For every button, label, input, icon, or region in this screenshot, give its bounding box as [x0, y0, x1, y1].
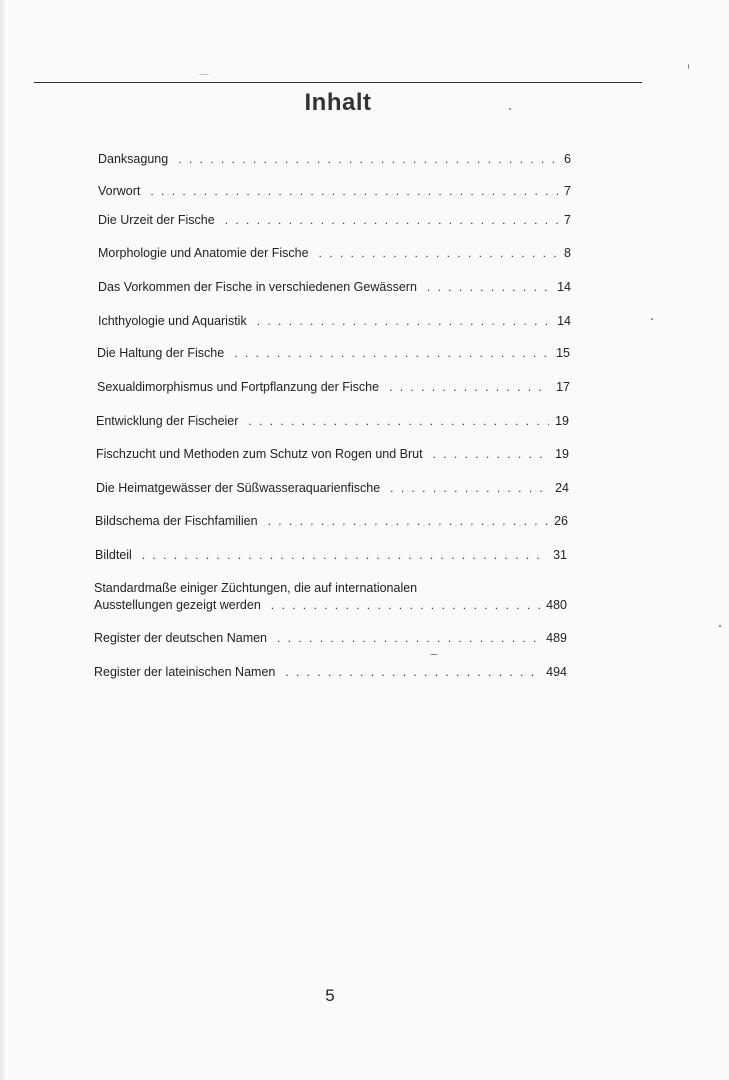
toc-entry-standardmasse[interactable] [94, 580, 567, 614]
dot-leader [248, 413, 549, 430]
toc-entry-page: 24 [555, 481, 569, 495]
toc-entry-title: Die Haltung der Fische [97, 346, 225, 360]
toc-entry-page: 19 [555, 447, 569, 461]
scan-speck [199, 74, 209, 75]
toc-entry-title: Danksagung [98, 152, 169, 166]
dot-leader [234, 345, 550, 362]
dot-leader [225, 212, 558, 229]
toc-entry-title: Ichthyologie und Aquaristik [98, 314, 247, 328]
toc-entry-page: 489 [546, 631, 567, 645]
toc-entry-page: 31 [553, 548, 567, 562]
toc-entry-danksagung[interactable] [98, 151, 571, 168]
toc-entry-title: Sexualdimorphismus und Fortpflanzung der Fische [97, 380, 380, 394]
dot-leader [178, 151, 558, 168]
scan-speck [688, 64, 689, 69]
dot-leader [427, 279, 551, 296]
page-number: 5 [325, 986, 335, 1005]
dot-leader [257, 313, 551, 330]
toc-entry-title: Entwicklung der Fischeier [96, 414, 239, 428]
toc-entry-title-line1: Standardmaße einiger Züchtungen, die auf internationalen [94, 581, 418, 595]
toc-entry-vorwort[interactable] [98, 183, 571, 200]
toc-entry-heimatgewaesser[interactable] [96, 480, 569, 497]
toc-entry-urzeit[interactable] [98, 212, 571, 229]
dot-leader [433, 446, 550, 463]
toc-entry-title: Bildschema der Fischfamilien [95, 514, 258, 528]
top-rule [34, 82, 642, 83]
toc-entry-title: Vorwort [98, 184, 141, 198]
toc-entry-title: Das Vorkommen der Fische in verschiedenen Gewässern [98, 280, 417, 294]
toc-entry-page: 26 [554, 514, 568, 528]
toc-entry-page: 480 [546, 598, 567, 612]
toc-entry-page: 19 [555, 414, 569, 428]
dot-leader [285, 664, 540, 681]
toc-entry-register-deutsch[interactable] [94, 630, 567, 647]
page-title: Inhalt [304, 89, 372, 116]
toc-entry-ichthyologie[interactable] [98, 313, 571, 330]
toc-entry-fischzucht[interactable] [96, 446, 569, 463]
toc-entry-sexualdimorphismus[interactable] [97, 379, 570, 396]
toc-entry-title: Fischzucht und Methoden zum Schutz von Rogen und Brut [96, 447, 423, 461]
dot-leader [142, 547, 547, 564]
toc-entry-page: 14 [557, 280, 571, 294]
toc-entry-page: 6 [564, 152, 571, 166]
dot-leader [268, 513, 549, 530]
toc-entry-title: Die Heimatgewässer der Süßwasseraquarienfische [96, 481, 381, 495]
toc-entry-page: 7 [564, 213, 571, 227]
toc-entry-morphologie[interactable] [98, 245, 571, 262]
toc-entry-page: 17 [556, 380, 570, 394]
toc-entry-bildteil[interactable] [95, 547, 567, 564]
scan-speck [430, 654, 438, 655]
toc-entry-page: 7 [564, 184, 571, 198]
toc-entry-title: Register der lateinischen Namen [94, 665, 276, 679]
toc-entry-register-latein[interactable] [94, 664, 567, 681]
toc-entry-title: Ausstellungen gezeigt werden [94, 598, 261, 612]
toc-entry-haltung[interactable] [97, 345, 570, 362]
toc-entry-title: Die Urzeit der Fische [98, 213, 215, 227]
page-edge-shadow [0, 0, 6, 1080]
toc-entry-title: Register der deutschen Namen [94, 631, 268, 645]
toc-entry-bildschema[interactable] [95, 513, 568, 530]
dot-leader [277, 630, 540, 647]
dot-leader [390, 480, 549, 497]
scan-speck [719, 625, 721, 627]
dot-leader [389, 379, 550, 396]
dot-leader [150, 183, 558, 200]
toc-entry-page: 494 [546, 665, 567, 679]
scan-speck [509, 108, 511, 110]
dot-leader [319, 245, 559, 262]
toc-entry-vorkommen[interactable] [98, 279, 571, 296]
dot-leader [271, 597, 540, 614]
toc-entry-title: Bildteil [95, 548, 132, 562]
toc-entry-page: 15 [556, 346, 570, 360]
toc-entry-entwicklung[interactable] [96, 413, 569, 430]
toc-entry-title: Morphologie und Anatomie der Fische [98, 246, 309, 260]
scan-speck [651, 318, 653, 320]
toc-entry-page: 8 [564, 246, 571, 260]
toc-entry-page: 14 [557, 314, 571, 328]
